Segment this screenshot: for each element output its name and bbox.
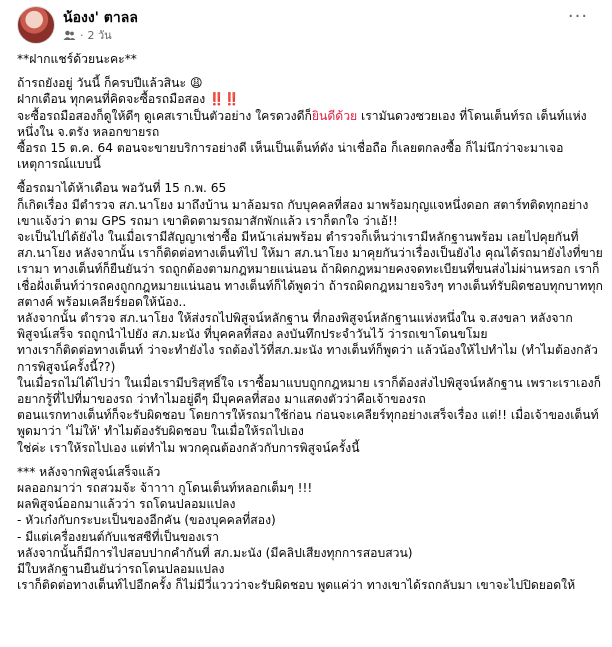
post-line: ผลออกมาว่า รถสวมจ้ะ จ้าาาา กูโดนเต็นท์หลอกเต็มๆ !!! (17, 481, 313, 496)
post-line: **ฝากแชร์ด้วยนะคะ** (17, 52, 137, 66)
separator-dot: · (80, 28, 84, 42)
post-line: ตอนแรกทางเต็นท์ก็จะรับผิดชอบ โดยการให้รถมาใช้ก่อน ก่อนจะเคลียร์ทุกอย่างเสร็จเรื่อง แต่!! เมื่อเจ้าของเต็นท์ พูดมาว่า 'ไม่ให้' ทำไมต้องรับผิดชอบ ในเมื่อให้รถไปเอง (17, 408, 603, 439)
post-header (0, 0, 612, 46)
post-line: - หัวเก๋งกับกระบะเป็นของอีกคัน (ของบุคคลที่สอง) (17, 513, 276, 528)
post-line: ฝากเตือน ทุกคนที่คิดจะซื้อรถมือสอง ‼️‼️ (17, 92, 240, 107)
post-line: หลังจากนั้น ตำรวจ สภ.นาโยง ให้ส่งรถไปพิสูจน์หลักฐาน ที่กองพิสูจน์หลักฐานแห่งหนึ่งใน จ.สงขลา หลังจากพิสูจน์เสร็จ รถถูกนำไปยัง สภ.มะนัง ที่บุคคลที่สอง ลงบันทึกประจำวันไว้ ว่ารถเขาโดนขโมย (17, 311, 573, 342)
post-line: จะซื้อรถมือสองก็ดูให้ดีๆ ดูเคสเราเป็นตัวอย่าง ใครดวงดีก็ยินดีด้วย เรามันดวงซวยเอง ที่โดนเต็นท์รถ เต็นท์แห่งหนึ่งใน จ.ตรัง หลอกขายรถ (17, 108, 587, 139)
post-line: ถ้ารถยังอยู่ วันนี้ ก็ครบปีแล้วสินะ 😩 (17, 76, 203, 91)
group-icon (63, 29, 76, 42)
post-line: มีใบหลักฐานยืนยันว่ารถโดนปลอมแปลง (17, 562, 225, 577)
more-options-icon[interactable]: ··· (567, 6, 589, 27)
post-time[interactable]: 2 วัน (87, 29, 112, 42)
double-exclamation-icon: ‼️‼️ (209, 92, 240, 107)
post-line: *** หลังจากพิสูจน์เสร็จแล้ว (17, 464, 161, 479)
author-name[interactable]: น้องง' ตาลล (63, 10, 138, 26)
post-line: เราก็ติดต่อทางเต็นท์ไปอีกครั้ง ก็ไม่มีวี่แววว่าจะรับผิดชอบ พูดแค่ว่า ทางเขาได้รถกลับมา เขาจะไปปิดยอดให้ (17, 578, 576, 593)
post-line: จะเป็นไปได้ยังไง ในเมื่อเรามีสัญญาเช่าซื้อ มีหน้าเล่มพร้อม ตำรวจก็เห็นว่าเรามีหลักฐานพร้อม เลยไปคุยกันที่ สภ.นาโยง หลังจากนั้น เราก็ติดต่อทางเต็นท์ไป ให้มา สภ.นาโยง มาคุยกันว่าเรื่องเป็นยังไง คุณได้รถมายังไงที่ขายเรามา ทางเต็นท์ก็ยืนยันว่า รถถูกต้องตามกฎหมายแน่นอน ถ้าผิดกฎหมายคงจดทะเบียนที่ขนส่งไม่ผ่านหรอก เราก็เชื่อฝั่งเต็นท์ว่ารถคงถูกกฎหมายแน่นอน ทางเต็นท์ก็ได้พูดว่า ถ้ารถผิดกฎหมายจริงๆ ทางเต็นท์รับผิดชอบทุกบาททุกสตางค์ พร้อมเคลียร์ยอดให้น้อง.. (17, 230, 603, 309)
post-meta (63, 26, 112, 44)
post-line: ทางเราก็ติดต่อทางเต็นท์ ว่าจะทำยังไง รถต้องไว้ที่สภ.มะนัง ทางเต็นท์ก็พูดว่า แล้วน้องให้ไปทำไม (ทำไมต้องกลัวการพิสูจน์ครั้งนี้??) (17, 343, 598, 374)
post-line: ใช่ค่ะ เราให้รถไปเอง แต่ทำไม พวกคุณต้องกลัวกับการพิสูจน์ครั้งนี้ (17, 440, 360, 455)
post-line: ผลพิสูจน์ออกมาแล้วว่า รถโดนปลอมแปลง (17, 497, 236, 512)
avatar[interactable] (17, 6, 55, 44)
post-line: ซื้อรถมาได้ห้าเดือน พอวันที่ 15 ก.พ. 65 (17, 181, 227, 196)
post-line: ก็เกิดเรื่อง มีตำรวจ สภ.นาโยง มาถึงบ้าน มาล้อมรถ กับบุคคลที่สอง มาพร้อมกุญแจหนึ่งดอก สตาร์ทติดทุกอย่าง เขาแจ้งว่า ตาม GPS รถมา เขาติดตามรถมาสักพักแล้ว เราก็ตกใจ ว่าเอ้!! (17, 197, 593, 228)
post-line: หลังจากนั้นก็มีการไปสอบปากคำกันที่ สภ.มะนัง (มีคลิปเสียงทุกการสอบสวน) (17, 545, 413, 560)
post-line: - มีแต่เครื่องยนต์กับแชสซีที่เป็นของเรา (17, 529, 219, 544)
post-line: ซื้อรถ 15 ต.ค. 64 ตอนจะขายบริการอย่างดี เห็นเป็นเต็นท์ดัง น่าเชื่อถือ ก็เลยตกลงซื้อ ก็ไม่นึกว่าจะมาเจอเหตุการณ์แบบนี้ (17, 141, 564, 172)
post-line: ในเมื่อรถไม่ได้ไปว่า ในเมื่อเรามีบริสุทธิ์ใจ เราซื้อมาแบบถูกกฎหมาย เราก็ต้องส่งไปพิสูจน์หลักฐาน เพราะเราเองก็อยากรู้ที่ไปที่มาของรถ ว่าทำไมอยู่ดีๆ มีบุคคลที่สอง มาแสดงตัวว่าคือเจ้าของรถ (17, 375, 601, 407)
post-body (17, 51, 603, 594)
